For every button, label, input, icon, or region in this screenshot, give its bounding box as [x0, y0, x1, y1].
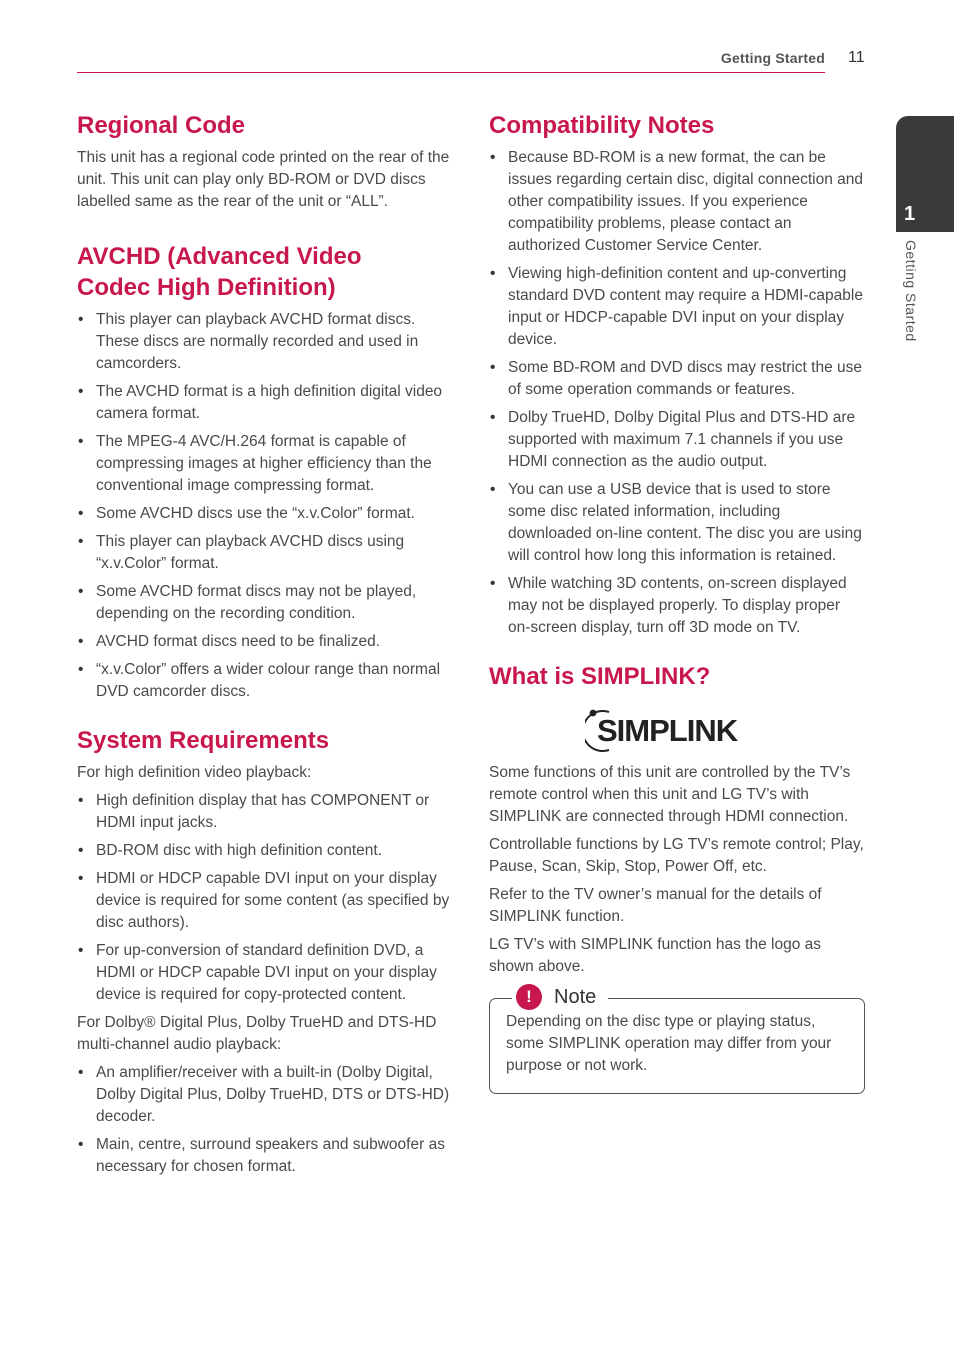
simplink-paragraph: LG TV’s with SIMPLINK function has the logo as shown above. — [489, 936, 821, 975]
compatibility-list — [489, 147, 865, 639]
page-number: 11 — [848, 49, 865, 66]
chapter-number: 1 — [904, 203, 916, 225]
simplink-heading: What is SIMPLINK? — [489, 663, 711, 690]
list-item: • “x.v.Color” offers a wider colour range than normal DVD camcorder discs. — [77, 659, 455, 703]
list-item: • Because BD-ROM is a new format, the can be issues regarding certain disc, digital connection and other compatibility issues. If you experience compatibility problems, please contact an authorized Customer Service Center. — [489, 147, 865, 257]
system-hd-list — [77, 790, 455, 1006]
note-header — [512, 984, 608, 1010]
regional-code-heading: Regional Code — [77, 112, 246, 139]
compatibility-heading: Compatibility Notes — [489, 112, 715, 139]
regional-code-section — [77, 110, 455, 213]
list-item: • HDMI or HDCP capable DVI input on your display device is required for some content (as specified by disc authors). — [77, 868, 455, 934]
simplink-section — [489, 661, 865, 978]
system-audio-list — [77, 1062, 455, 1178]
header-rule — [77, 72, 825, 73]
list-item: • Main, centre, surround speakers and subwoofer as necessary for chosen format. — [77, 1134, 455, 1178]
simplink-paragraph: Refer to the TV owner’s manual for the details of SIMPLINK function. — [489, 886, 822, 925]
list-item: • You can use a USB device that is used to store some disc related information, including downloaded on-line content. The disc you are using will control how long this information is retained. — [489, 479, 865, 567]
list-item: • High definition display that has COMPONENT or HDMI input jacks. — [77, 790, 455, 834]
note-text: Depending on the disc type or playing status, some SIMPLINK operation may differ from your purpose or not work. — [506, 1013, 832, 1074]
system-requirements-heading: System Requirements — [77, 727, 330, 754]
avchd-heading-line1: AVCHD (Advanced Video — [77, 243, 362, 270]
list-item: • AVCHD format discs need to be finalized. — [77, 631, 455, 653]
regional-code-text: This unit has a regional code printed on the rear of the unit. This unit can play only BD-ROM or DVD discs labelled same as the rear of the unit or “ALL”. — [77, 149, 450, 210]
chapter-label: Getting Started — [903, 240, 919, 342]
list-item: • This player can playback AVCHD format discs. These discs are normally recorded and used in camcorders. — [77, 309, 455, 375]
avchd-section — [77, 241, 455, 703]
system-intro-audio: For Dolby® Digital Plus, Dolby TrueHD and DTS-HD multi-channel audio playback: — [77, 1014, 437, 1053]
list-item: • This player can playback AVCHD discs using “x.v.Color” format. — [77, 531, 455, 575]
avchd-list — [77, 309, 455, 703]
simplink-logo-icon — [585, 706, 767, 754]
note-box — [489, 985, 865, 1094]
simplink-logo-text: SIMPLINK — [597, 713, 738, 748]
list-item: • An amplifier/receiver with a built-in (Dolby Digital, Dolby Digital Plus, Dolby TrueHD, DTS or DTS-HD) decoder. — [77, 1062, 455, 1128]
system-requirements-section — [77, 725, 455, 1178]
note-label: Note — [554, 985, 597, 1008]
chapter-tab — [896, 116, 954, 232]
avchd-heading-line2: Codec High Definition) — [77, 274, 336, 301]
header-section-title: Getting Started — [720, 50, 825, 66]
list-item: • Viewing high-definition content and up-converting standard DVD content may require a HDMI-capable input or HDCP-capable DVI input on your display device. — [489, 263, 865, 351]
list-item: • For up-conversion of standard definition DVD, a HDMI or HDCP capable DVI input on your display device is required for copy-protected content. — [77, 940, 455, 1006]
list-item: • The MPEG-4 AVC/H.264 format is capable of compressing images at higher efficiency than the conventional image compressing format. — [77, 431, 455, 497]
list-item: • While watching 3D contents, on-screen displayed may not be displayed properly. To display proper on-screen display, turn off 3D mode on TV. — [489, 573, 865, 639]
list-item: • Some BD-ROM and DVD discs may restrict the use of some operation commands or features. — [489, 357, 865, 401]
right-column — [489, 110, 865, 1094]
simplink-paragraph: Some functions of this unit are controlled by the TV’s remote control when this unit and LG TV’s with SIMPLINK are connected through HDMI connection. — [489, 764, 851, 825]
compatibility-section — [489, 110, 865, 639]
list-item: • BD-ROM disc with high definition content. — [77, 840, 455, 862]
system-intro-hd: For high definition video playback: — [77, 764, 312, 781]
exclamation-icon: ! — [516, 984, 542, 1010]
list-item: • Dolby TrueHD, Dolby Digital Plus and DTS-HD are supported with maximum 7.1 channels if you use HDMI connection as the audio output. — [489, 407, 865, 473]
list-item: • Some AVCHD format discs may not be played, depending on the recording condition. — [77, 581, 455, 625]
left-column — [77, 110, 455, 1184]
simplink-logo — [585, 706, 865, 754]
simplink-paragraph: Controllable functions by LG TV’s remote control; Play, Pause, Scan, Skip, Stop, Power Off, etc. — [489, 836, 864, 875]
avchd-heading — [77, 241, 455, 303]
list-item: • Some AVCHD discs use the “x.v.Color” format. — [77, 503, 455, 525]
list-item: • The AVCHD format is a high definition digital video camera format. — [77, 381, 455, 425]
